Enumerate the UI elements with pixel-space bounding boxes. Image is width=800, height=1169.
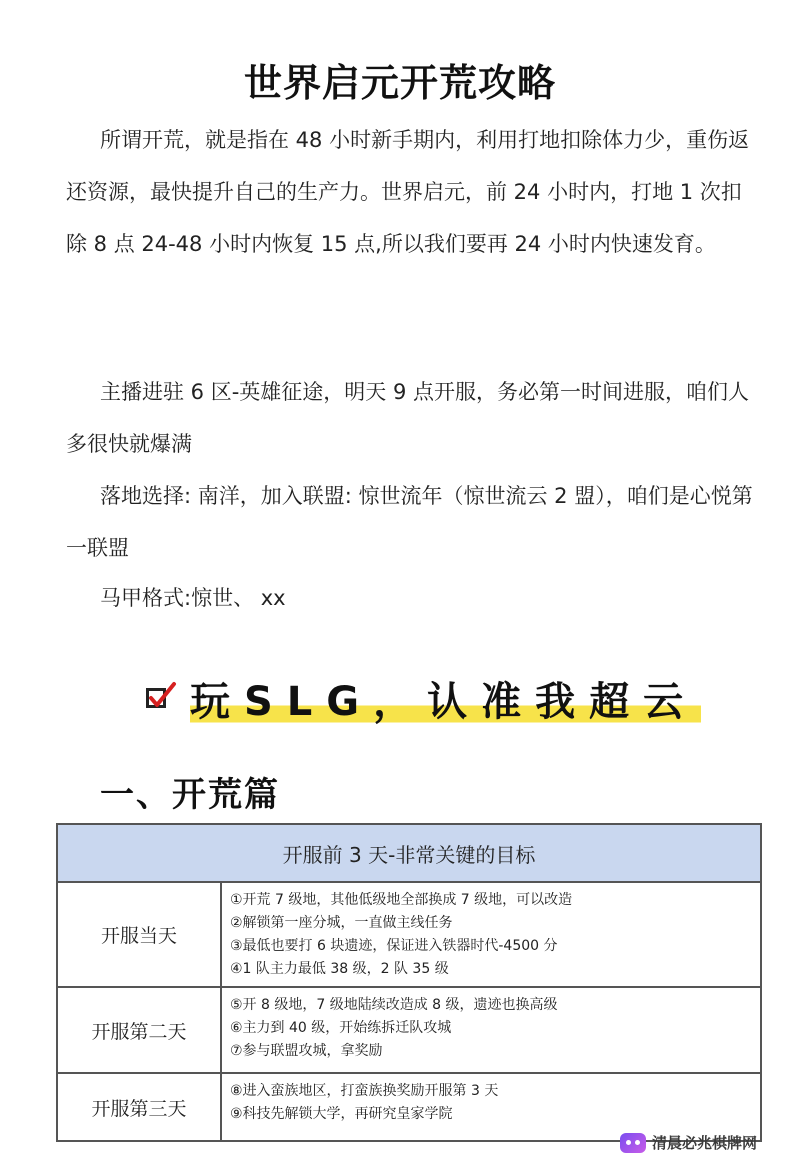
- goal-item: ③最低也要打 6 块遗迹，保证进入铁器时代-4500 分: [230, 938, 558, 954]
- alias-format-notice: 马甲格式:惊世、 xx: [100, 586, 286, 610]
- promo-banner: [144, 668, 701, 728]
- section-heading: 一、开荒篇: [100, 775, 280, 815]
- goals-table: [56, 823, 762, 1142]
- goal-item: ④1 队主力最低 38 级，2 队 35 级: [230, 961, 449, 977]
- goal-item: ⑧进入蛮族地区，打蛮族换奖励开服第 3 天: [230, 1083, 499, 1099]
- table-row: [58, 883, 760, 988]
- table-row: [58, 988, 760, 1074]
- goal-item: ②解锁第一座分城，一直做主线任务: [230, 915, 453, 931]
- goal-item: ①开荒 7 级地，其他低级地全部换成 7 级地，可以改造: [230, 892, 573, 908]
- goal-item: ⑤开 8 级地，7 级地陆续改造成 8 级，遗迹也换高级: [230, 997, 558, 1013]
- goal-item: ⑦参与联盟攻城，拿奖励: [230, 1043, 383, 1059]
- gamepad-logo-icon: [620, 1133, 646, 1153]
- intro-paragraph: 所谓开荒，就是指在 48 小时新手期内，利用打地扣除体力少，重伤返还资源，最快提升自己的生产力。世界启元，前 24 小时内，打地 1 次扣除 8 点 24-48 小时内恢复 15 点,所以我们要再 24 小时内快速发育。: [66, 128, 750, 256]
- watermark: [620, 1132, 757, 1153]
- goal-item: ⑨科技先解锁大学，再研究皇家学院: [230, 1106, 453, 1122]
- day-label: 开服当天: [58, 883, 222, 986]
- checkbox-check-icon: [144, 684, 172, 712]
- landing-notice: 落地选择: 南洋，加入联盟: 惊世流年（惊世流云 2 盟），咱们是心悦第一联盟: [66, 484, 753, 560]
- promo-banner-text: 玩SLG，认准我超云: [190, 670, 701, 727]
- goal-item: ⑥主力到 40 级，开始练拆迁队攻城: [230, 1020, 452, 1036]
- page-title: 世界启元开荒攻略: [243, 61, 556, 105]
- table-row: [58, 1074, 760, 1140]
- watermark-text: 清晨必兆棋牌网: [652, 1134, 758, 1152]
- day-label: 开服第三天: [58, 1074, 222, 1140]
- server-notice: 主播进驻 6 区-英雄征途，明天 9 点开服，务必第一时间进服，咱们人多很快就爆满: [66, 380, 749, 456]
- day-label: 开服第二天: [58, 988, 222, 1072]
- table-header: 开服前 3 天-非常关键的目标: [58, 825, 760, 883]
